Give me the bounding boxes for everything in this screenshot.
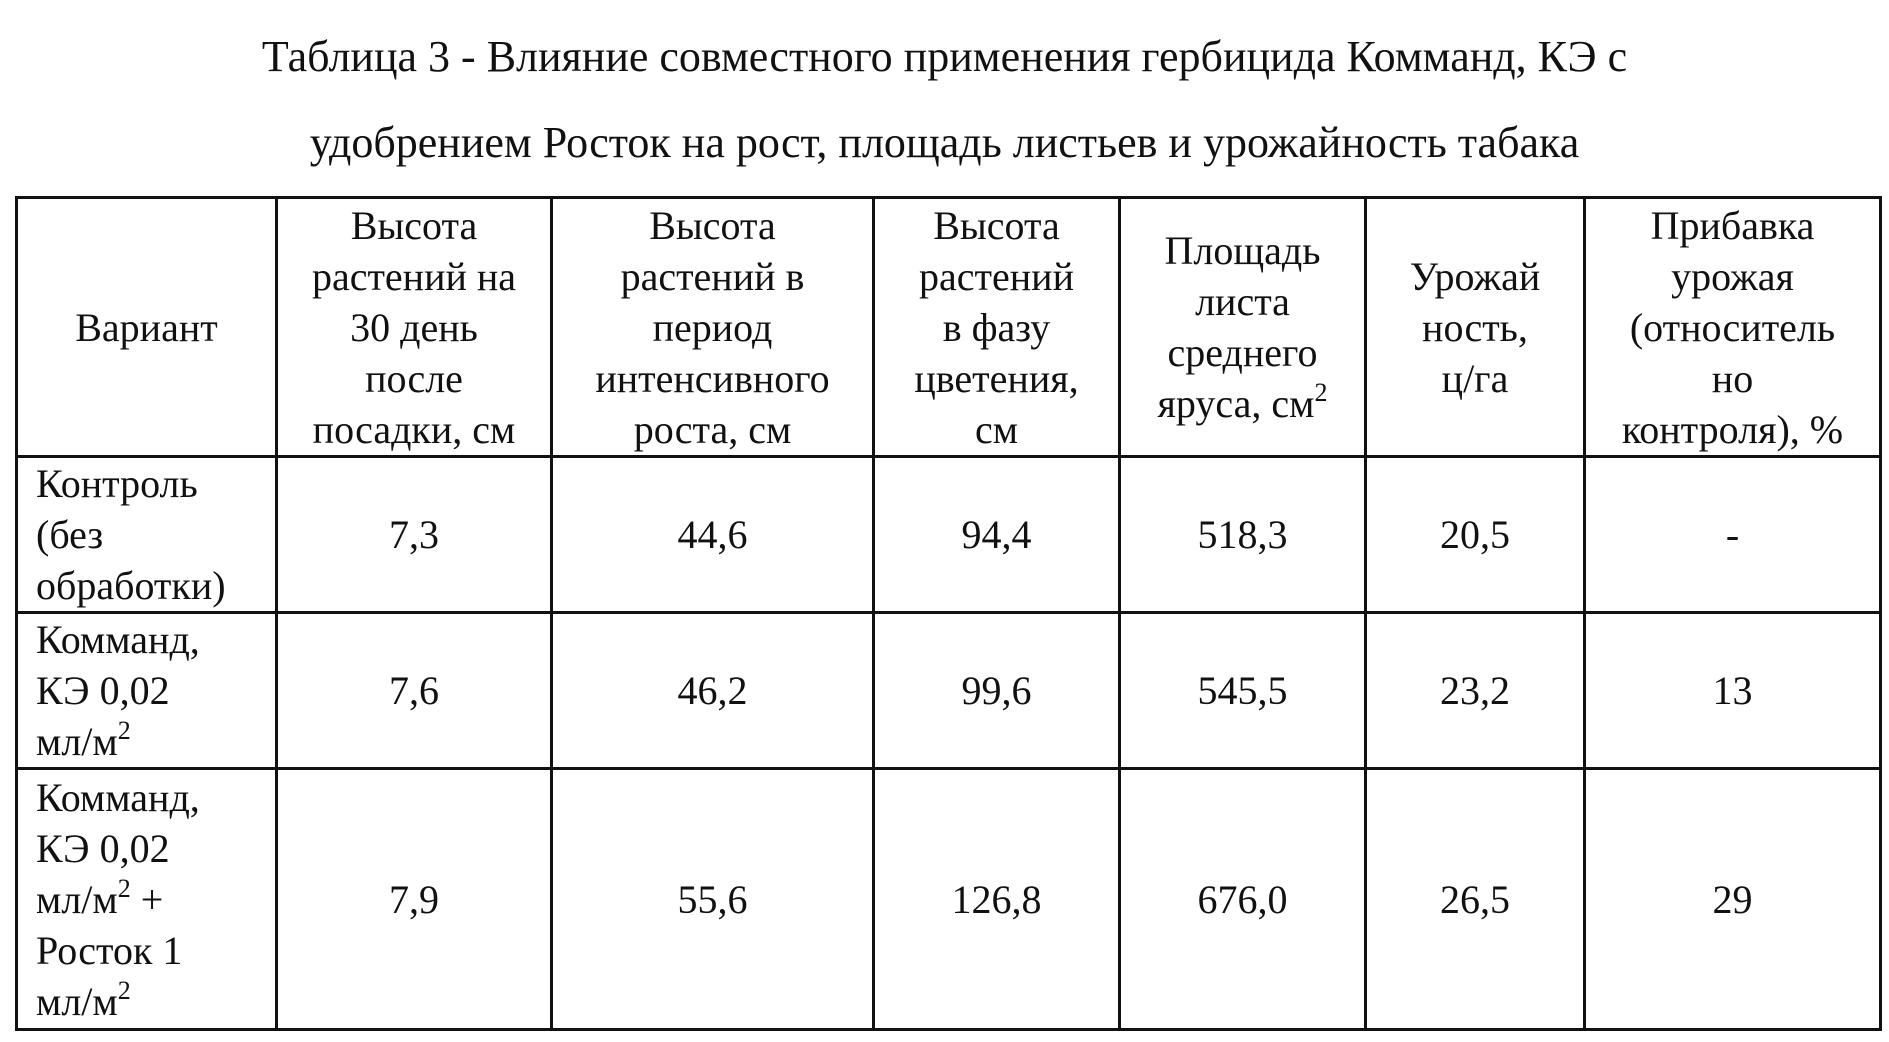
header-variant (17, 198, 277, 457)
header-leaf-area-sup: 2 (1314, 378, 1328, 407)
cell-leaf-area: 518,3 (1120, 457, 1366, 613)
header-leaf-area (1120, 198, 1366, 457)
header-yield-increase-label: Прибавка урожая (относитель но контроля), % (1621, 202, 1844, 452)
variant-text-cont: + Росток 1 мл/м (36, 876, 183, 1024)
cell-leaf-area: 545,5 (1120, 613, 1366, 769)
cell-yield: 26,5 (1366, 769, 1585, 1030)
table-row (17, 613, 1881, 769)
variant-sup: 2 (117, 716, 131, 745)
table-row (17, 769, 1881, 1030)
cell-height-flowering: 99,6 (874, 613, 1120, 769)
header-yield-label: Урожай ность, ц/га (1409, 253, 1541, 401)
header-height-flowering-label: Высота растений в фазу цветения, см (914, 202, 1079, 452)
header-yield-increase (1585, 198, 1881, 457)
cell-height-intensive: 44,6 (552, 457, 874, 613)
cell-yield-increase: 29 (1585, 769, 1881, 1030)
header-leaf-area-label: Площадь листа среднего яруса, см (1157, 228, 1321, 426)
caption-line-1: Таблица 3 - Влияние совместного применения гербицида Комманд, КЭ с (261, 32, 1628, 81)
results-table (15, 196, 1882, 1031)
cell-height-intensive: 46,2 (552, 613, 874, 769)
header-height-30-days (277, 198, 552, 457)
variant-text: Контроль (без обработки) (36, 461, 226, 608)
variant-text: Комманд, КЭ 0,02 мл/м (36, 774, 200, 922)
header-variant-label: Вариант (75, 304, 218, 350)
variant-sup: 2 (117, 873, 131, 903)
cell-yield-increase: 13 (1585, 613, 1881, 769)
table-caption (0, 14, 1889, 186)
cell-height-30-days: 7,6 (277, 613, 552, 769)
variant-text: Комманд, КЭ 0,02 мл/м (36, 617, 200, 764)
cell-variant (17, 769, 277, 1030)
cell-variant (17, 457, 277, 613)
cell-variant (17, 613, 277, 769)
caption-line-2: удобрением Росток на рост, площадь листьев и урожайность табака (309, 118, 1580, 167)
header-height-flowering (874, 198, 1120, 457)
cell-height-30-days: 7,3 (277, 457, 552, 613)
header-yield (1366, 198, 1585, 457)
header-row (17, 198, 1881, 457)
cell-yield: 20,5 (1366, 457, 1585, 613)
cell-height-30-days: 7,9 (277, 769, 552, 1030)
header-height-intensive-label: Высота растений в период интенсивного роста, см (595, 202, 830, 452)
cell-height-flowering: 126,8 (874, 769, 1120, 1030)
cell-leaf-area: 676,0 (1120, 769, 1366, 1030)
cell-yield: 23,2 (1366, 613, 1585, 769)
variant-sup-2: 2 (117, 975, 131, 1005)
header-height-30-days-label: Высота растений на 30 день после посадки, см (311, 202, 517, 452)
cell-yield-increase: - (1585, 457, 1881, 613)
header-height-intensive (552, 198, 874, 457)
cell-height-intensive: 55,6 (552, 769, 874, 1030)
cell-height-flowering: 94,4 (874, 457, 1120, 613)
table-row (17, 457, 1881, 613)
